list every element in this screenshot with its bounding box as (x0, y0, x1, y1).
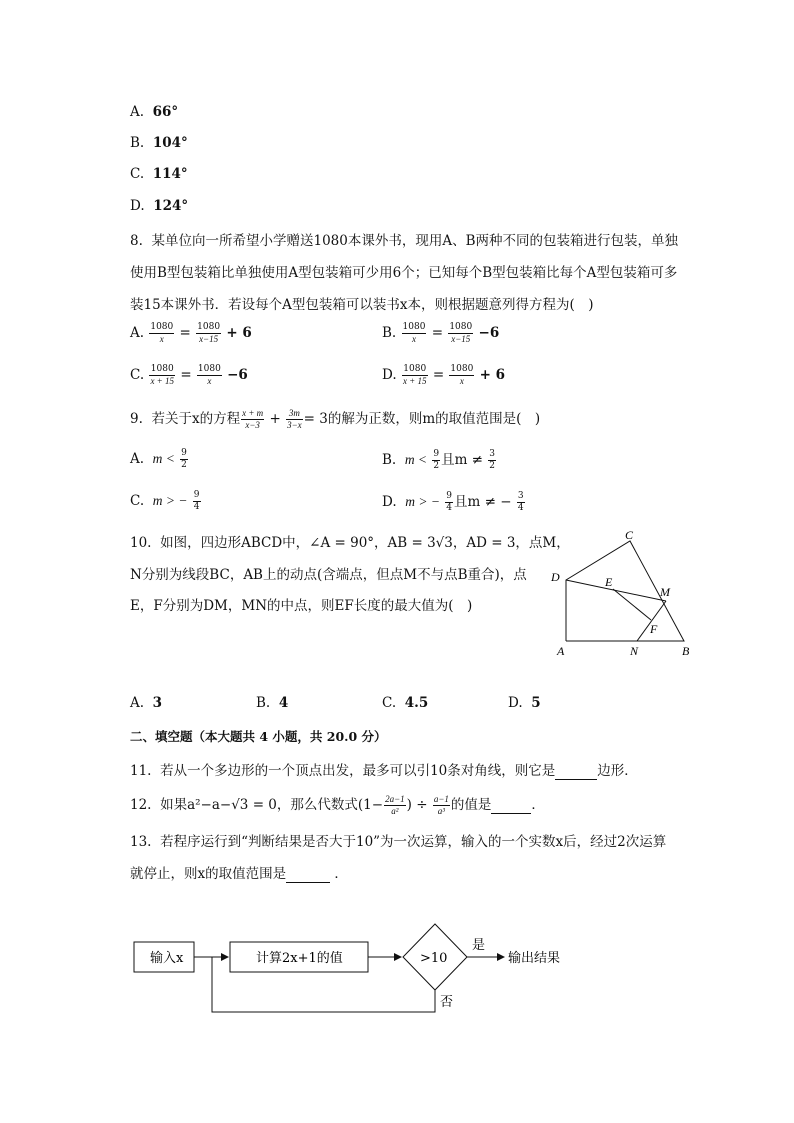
q10-option-d (508, 695, 541, 711)
option-letter: D. (130, 198, 145, 214)
question-text: 若关于x的方程 (151, 411, 241, 427)
q8-line2: 使用B型包装箱比单独使用A型包装箱可少用6个；已知每个B型包装箱比每个A型包装箱可多 (130, 265, 678, 281)
label-m: M (660, 585, 670, 599)
option-letter: B. (382, 452, 397, 468)
q12 (130, 793, 545, 817)
question-text: 如果a²−a−√3 = 0，那么代数式(1− (160, 797, 384, 813)
option-letter: D. (382, 494, 397, 510)
input-label: 输入x (150, 951, 184, 966)
question-text: 边形． (597, 763, 638, 779)
frac-num: a−1 (433, 794, 449, 804)
fraction (517, 491, 525, 514)
option-text: m < (152, 451, 175, 466)
equals: = (180, 367, 192, 383)
option-text: 66° (152, 104, 179, 120)
frac-num: 9 (181, 448, 187, 458)
q8-option-b (382, 322, 499, 345)
fraction (432, 449, 440, 472)
option-letter: A. (130, 325, 145, 341)
frac-num: 1080 (402, 322, 426, 332)
q8-line3: 装15本课外书．若设每个A型包装箱可以装书x本，则根据题意列得方程为( ) (130, 297, 594, 313)
option-letter: C. (382, 695, 397, 711)
fraction (384, 794, 406, 817)
answer-blank (286, 866, 330, 883)
q10-line2: N分别为线段BC，AB上的动点(含端点，但点M不与点B重合)，点 (130, 567, 527, 583)
compute-label: 计算2x+1的值 (256, 951, 343, 966)
question-text: ) ÷ (406, 797, 428, 813)
option-text: 3 (152, 695, 163, 711)
frac-den: a² (391, 806, 399, 816)
answer-blank (491, 797, 531, 814)
option-text: 4 (278, 695, 289, 711)
q13-line2 (130, 862, 348, 883)
option-letter: C. (130, 493, 145, 509)
label-d: D (551, 570, 560, 584)
question-text: 若程序运行到“判断结果是否大于10”为一次运算，输入的一个实数x后，经过2次运算 (160, 834, 667, 850)
frac-num: 3 (517, 491, 524, 501)
fraction (445, 491, 453, 514)
fraction (448, 322, 473, 345)
frac-den: x + 15 (150, 376, 175, 386)
q13-line1 (130, 830, 666, 850)
option-letter: A. (130, 695, 145, 711)
label-b: B (682, 644, 690, 658)
frac-den: 2 (489, 461, 496, 471)
fraction (149, 364, 175, 387)
question-number: 10. (130, 535, 152, 551)
flowchart (128, 922, 588, 1022)
plus-sign: + (269, 411, 281, 427)
frac-num: 1080 (197, 364, 221, 374)
fraction (149, 322, 174, 345)
q10-option-a (130, 695, 162, 711)
option-letter: B. (130, 135, 145, 151)
frac-den: 4 (193, 502, 200, 512)
option-text: m < (404, 452, 428, 467)
option-tail: −6 (478, 325, 500, 341)
frac-den: a³ (437, 806, 445, 816)
q10-figure (548, 524, 696, 660)
frac-num: 1080 (403, 364, 427, 374)
segment-dm (566, 580, 666, 601)
output-label: 输出结果 (508, 951, 561, 966)
question-text: 若从一个多边形的一个顶点出发，最多可以引10条对角线，则它是 (160, 763, 556, 779)
q10-option-c (382, 695, 428, 711)
frac-den: 3−x (287, 420, 302, 430)
option-tail: + 6 (479, 367, 506, 383)
fraction (449, 364, 474, 387)
fraction (196, 322, 221, 345)
frac-den: x−15 (451, 334, 471, 344)
label-n: N (630, 644, 639, 658)
frac-den: x−15 (199, 334, 219, 344)
frac-den: x−3 (245, 420, 260, 430)
q8-option-a (130, 322, 252, 345)
frac-den: x (459, 376, 464, 386)
frac-num: 1080 (450, 364, 474, 374)
option-text: 且m ≠ (441, 452, 483, 468)
q11 (130, 759, 638, 780)
q8-line1 (130, 229, 678, 249)
option-letter: B. (382, 325, 397, 341)
option-text: 114° (152, 166, 188, 182)
q9-option-d (382, 490, 526, 514)
option-text: m > − (152, 493, 188, 508)
frac-den: x (411, 334, 416, 344)
label-e: E (605, 575, 613, 589)
equals: = (179, 325, 191, 341)
frac-num: 9 (446, 491, 452, 501)
option-text: 104° (152, 135, 188, 151)
frac-den: 4 (446, 503, 452, 513)
label-a: A (557, 644, 565, 658)
q9-option-a (130, 448, 189, 471)
frac-num: 1080 (150, 364, 174, 374)
frac-num: 2a−1 (385, 794, 405, 804)
fraction (193, 490, 201, 513)
question-number: 12. (130, 797, 152, 813)
fraction (241, 408, 264, 431)
option-letter: A. (130, 451, 145, 467)
frac-den: 4 (517, 503, 524, 513)
q7-option-b (130, 135, 188, 151)
question-number: 11. (130, 763, 152, 779)
frac-num: 9 (433, 449, 440, 459)
question-text: 如图，四边形ABCD中，∠A = 90°，AB = 3√3，AD = 3，点M， (160, 535, 570, 551)
yes-label: 是 (472, 938, 486, 953)
q7-option-a (130, 104, 178, 120)
frac-den: 2 (181, 460, 187, 470)
option-tail: + 6 (226, 325, 252, 341)
option-text: 4.5 (404, 695, 429, 711)
question-text: 的值是 (450, 797, 492, 813)
fraction (180, 448, 188, 471)
q9-stem (130, 407, 540, 431)
answer-blank (555, 763, 597, 780)
label-f: F (650, 622, 658, 636)
q9-option-b (382, 448, 497, 472)
question-text: ． (334, 866, 348, 882)
q10-line3: E，F分别为DM，MN的中点，则EF长度的最大值为( ) (130, 598, 473, 614)
question-text: = 3的解为正数，则m的取值范围是( ) (303, 411, 541, 427)
frac-num: 9 (193, 490, 200, 500)
frac-num: 1080 (197, 322, 221, 332)
frac-den: x (207, 376, 212, 386)
equals: = (432, 367, 445, 383)
frac-num: 1080 (449, 322, 473, 332)
q10-option-b (256, 695, 288, 711)
label-c: C (625, 528, 634, 542)
option-letter: B. (256, 695, 271, 711)
frac-den: 2 (433, 461, 440, 471)
option-text: 且m ≠ − (454, 494, 512, 510)
option-letter: C. (130, 166, 145, 182)
frac-den: x + 15 (402, 376, 427, 386)
equals: = (431, 325, 444, 341)
fraction (402, 364, 428, 387)
fraction (488, 449, 496, 472)
q10-line1 (130, 531, 570, 551)
option-tail: −6 (227, 367, 248, 383)
option-letter: D. (382, 367, 397, 383)
decision-label: >10 (420, 951, 448, 966)
option-text: 5 (531, 695, 541, 711)
q7-option-d (130, 198, 188, 214)
q9-option-c (130, 490, 202, 513)
section-title: 二、填空题（本大题共 4 小题，共 20.0 分） (130, 729, 387, 744)
q7-option-c (130, 166, 188, 182)
frac-num: 1080 (150, 322, 174, 332)
option-letter: C. (130, 367, 145, 383)
q8-option-c (130, 364, 248, 387)
question-number: 8. (130, 233, 143, 249)
frac-num: x + m (242, 408, 264, 418)
fraction (197, 364, 222, 387)
q8-option-d (382, 364, 505, 387)
question-number: 13. (130, 834, 152, 850)
option-letter: D. (508, 695, 523, 711)
question-text: 就停止，则x的取值范围是 (130, 866, 287, 882)
fraction (402, 322, 427, 345)
fraction (433, 794, 450, 817)
frac-num: 3 (489, 449, 496, 459)
question-text: ． (531, 797, 545, 813)
question-text: 某单位向一所希望小学赠送1080本课外书，现用A、B两种不同的包装箱进行包装，单独 (151, 233, 679, 249)
option-text: m > − (405, 494, 440, 509)
frac-den: x (159, 334, 164, 344)
frac-num: 3m (286, 408, 303, 420)
no-label: 否 (440, 995, 454, 1010)
fraction (286, 408, 303, 431)
option-text: 124° (153, 198, 189, 214)
option-letter: A. (130, 104, 145, 120)
question-number: 9. (130, 411, 143, 427)
